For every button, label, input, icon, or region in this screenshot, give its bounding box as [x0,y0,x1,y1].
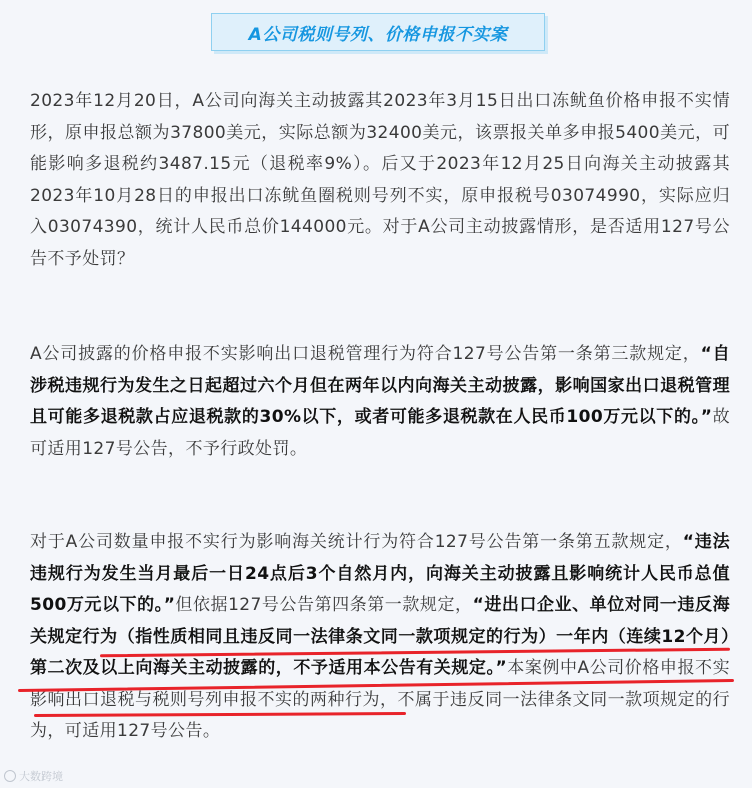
watermark-logo-icon [4,770,16,782]
analysis-paragraph-1 [30,339,730,465]
analysis-1-conclusion: 故可适用127号公告，不予行政处罚。 [30,407,730,459]
case-description [30,86,730,275]
analysis-2-quote-2: “进出口企业、单位对同一违反海关规定行为（指性质相同且违反同一法律条文同一款项规定的行为）一年内（连续12个月）第二次及以上向海关主动披露的，不予适用本公告有关规定。” [30,595,730,678]
watermark-text: 大数跨境 [19,770,63,783]
title-banner [211,13,545,51]
watermark [4,768,63,784]
analysis-2-quote-1: “违法违规行为发生当月最后一日24点后3个自然月内，向海关主动披露且影响统计人民币总值500万元以下的。” [30,532,730,615]
case-description-text: 2023年12月20日，A公司向海关主动披露其2023年3月15日出口冻鱿鱼价格申报不实情形，原申报总额为37800美元，实际总额为32400美元，该票报关单多申报5400美元，可能影响多退税约3487.15元（退税率9%）。后又于2023年12月25日向海关主动披露其2023年10月28日的申报出口冻鱿鱼圈税则号列不实，原申报税号03074990，实际应归入03074390，统计人民币总价144000元。对于A公司主动披露情形，是否适用127号公告不予处罚？ [30,91,730,269]
analysis-2-middle: 但依据127号公告第四条第一款规定， [175,595,473,615]
analysis-2-conclusion: 本案例中A公司价格申报不实影响出口退税与税则号列申报不实的两种行为，不属于违反同一法律条文同一款项规定的行为，可适用127号公告。 [30,658,730,741]
analysis-2-intro: 对于A公司数量申报不实行为影响海关统计行为符合127号公告第一条第五款规定， [30,532,683,552]
case-title: A公司税则号列、价格申报不实案 [248,24,508,45]
analysis-1-quote: “自涉税违规行为发生之日起超过六个月但在两年以内向海关主动披露，影响国家出口退税管理且可能多退税款占应退税款的30%以下，或者可能多退税款在人民币100万元以下的。” [30,344,730,427]
analysis-1-intro: A公司披露的价格申报不实影响出口退税管理行为符合127号公告第一条第三款规定， [30,344,701,364]
